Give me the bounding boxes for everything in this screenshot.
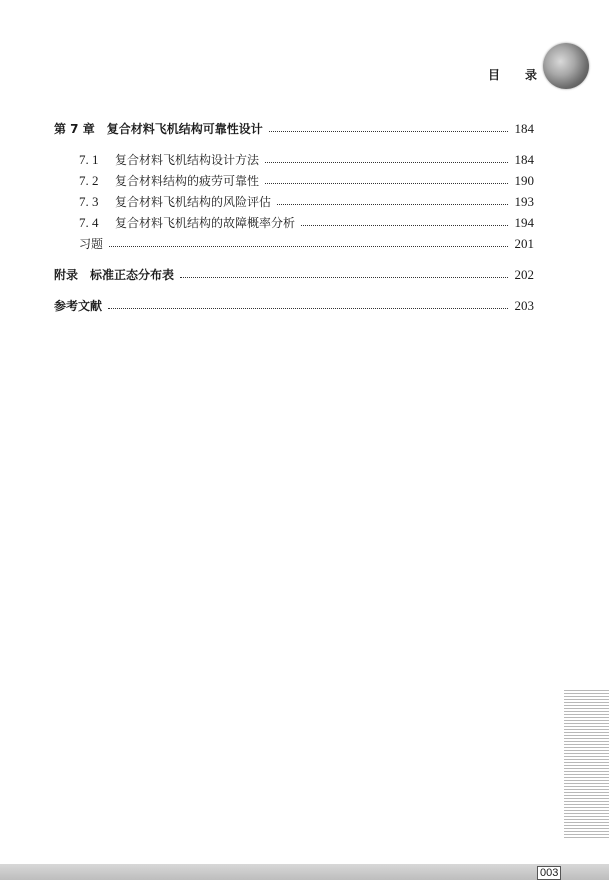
page-number: 190 (514, 173, 534, 188)
leader-dots (109, 245, 508, 247)
page-number: 193 (514, 194, 534, 209)
toc-entry-section-7-2[interactable] (79, 173, 534, 189)
chapter-number: 第 7 章 (54, 122, 95, 136)
page-number: 201 (514, 236, 534, 251)
toc-entry-appendix[interactable] (54, 267, 534, 283)
leader-dots (108, 307, 508, 309)
page-number: 184 (514, 121, 534, 136)
leader-dots (265, 182, 508, 184)
page-number: 184 (514, 152, 534, 167)
toc-entry-chapter-7[interactable] (54, 121, 534, 137)
page-number: 202 (514, 267, 534, 282)
header-title-char-1: 目 (488, 68, 501, 82)
lion-emblem-icon (543, 43, 589, 89)
leader-dots (269, 130, 508, 132)
toc-entry-section-7-4[interactable] (79, 215, 534, 231)
section-title: 复合材料飞机结构设计方法 (115, 153, 260, 167)
section-number: 7. 1 (79, 152, 99, 167)
toc-entry-section-7-1[interactable] (79, 152, 534, 168)
chapter-title: 复合材料飞机结构可靠性设计 (106, 122, 263, 136)
leader-dots (301, 224, 508, 226)
leader-dots (265, 161, 508, 163)
footer-page-number: 003 (537, 866, 561, 880)
page-number: 203 (514, 298, 534, 313)
running-header (488, 66, 537, 83)
section-title: 复合材料飞机结构的风险评估 (115, 195, 272, 209)
references-title: 参考文献 (54, 299, 103, 313)
side-stripe-decoration (564, 690, 609, 840)
appendix-label: 附录 (54, 268, 79, 282)
toc-entry-section-7-3[interactable] (79, 194, 534, 210)
appendix-title: 标准正态分布表 (90, 268, 175, 282)
section-title: 复合材料飞机结构的故障概率分析 (115, 216, 296, 230)
leader-dots (180, 276, 508, 278)
toc-entry-exercises[interactable] (79, 236, 534, 252)
section-number: 7. 2 (79, 173, 99, 188)
leader-dots (277, 203, 508, 205)
footer-bar (0, 864, 609, 880)
section-title: 复合材料结构的疲劳可靠性 (115, 174, 260, 188)
page-number: 194 (514, 215, 534, 230)
toc-entry-references[interactable] (54, 298, 534, 314)
section-number: 7. 4 (79, 215, 99, 230)
header-title-char-2: 录 (525, 68, 538, 82)
section-number: 7. 3 (79, 194, 99, 209)
exercises-title: 习题 (79, 237, 104, 251)
